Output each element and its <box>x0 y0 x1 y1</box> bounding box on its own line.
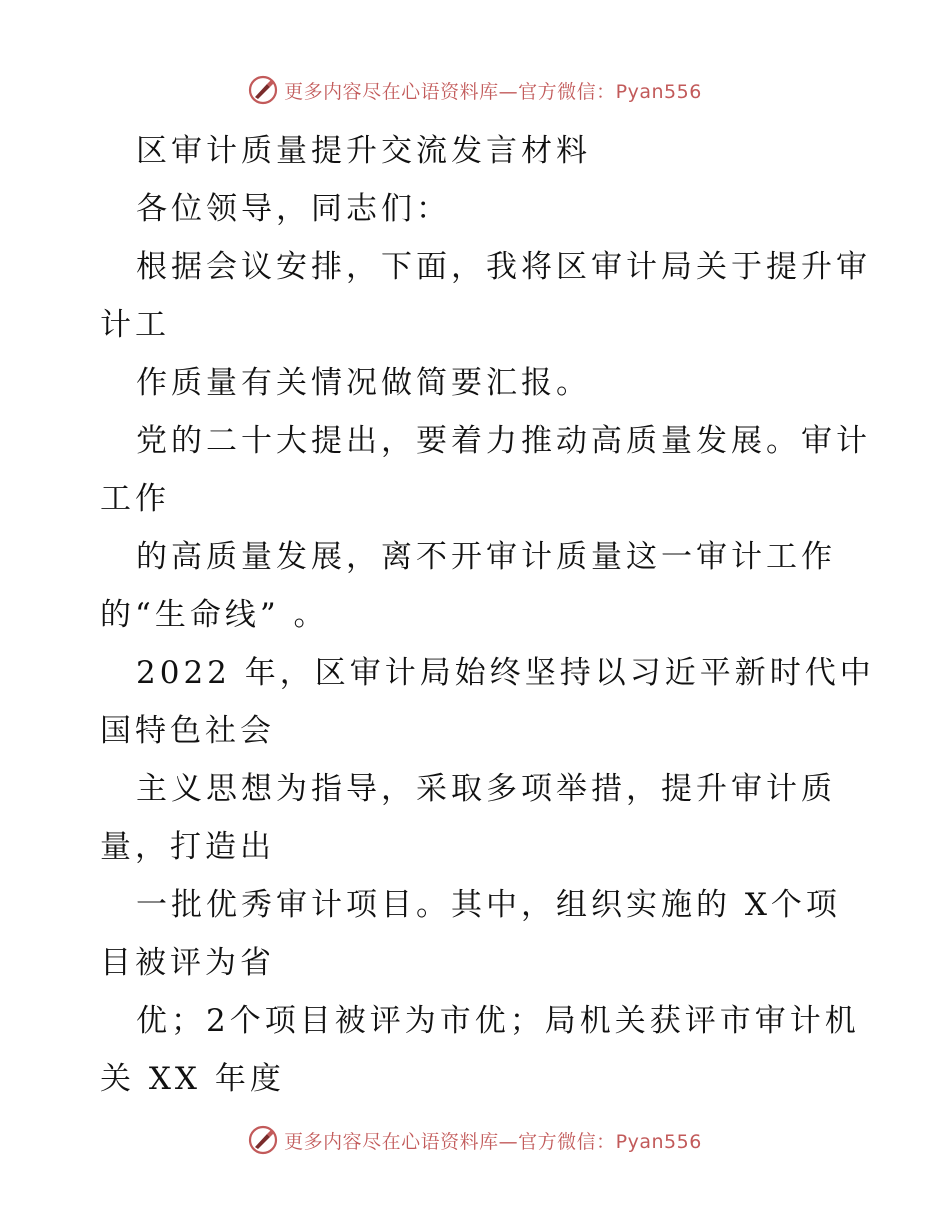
footer-banner <box>0 1120 950 1160</box>
header-banner <box>0 70 950 110</box>
text-line: 计工 <box>100 307 170 343</box>
pen-logo-icon <box>248 75 278 105</box>
pen-logo-icon <box>248 1125 278 1155</box>
text-line: 优；2个项目被评为市优；局机关获评市审计机 <box>136 1003 860 1039</box>
document-body <box>100 122 875 1108</box>
text-line: 目被评为省 <box>100 945 275 981</box>
text-line: 工作 <box>100 481 170 517</box>
text-line: 的高质量发展，离不开审计质量这一审计工作 <box>136 539 836 575</box>
text-line: 根据会议安排，下面，我将区审计局关于提升审 <box>136 249 871 285</box>
text-line: 作质量有关情况做简要汇报。 <box>136 365 591 401</box>
text-line: 国特色社会 <box>100 713 275 749</box>
header-banner-text: 更多内容尽在心语资料库—官方微信：Pyan556 <box>284 80 702 103</box>
text-line: 一批优秀审计项目。其中，组织实施的 X个项 <box>136 887 841 923</box>
text-line: 党的二十大提出，要着力推动高质量发展。审计 <box>136 423 871 459</box>
text-line: 关 XX 年度 <box>100 1061 285 1097</box>
text-line: 的“生命线” 。 <box>100 597 329 633</box>
footer-banner-text: 更多内容尽在心语资料库—官方微信：Pyan556 <box>284 1130 702 1153</box>
text-line: 量，打造出 <box>100 829 275 865</box>
text-line: 区审计质量提升交流发言材料 <box>136 133 591 169</box>
text-line: 主义思想为指导，采取多项举措，提升审计质 <box>136 771 836 807</box>
text-line: 各位领导，同志们： <box>136 191 451 227</box>
text-line: 2022 年，区审计局始终坚持以习近平新时代中 <box>136 655 875 691</box>
